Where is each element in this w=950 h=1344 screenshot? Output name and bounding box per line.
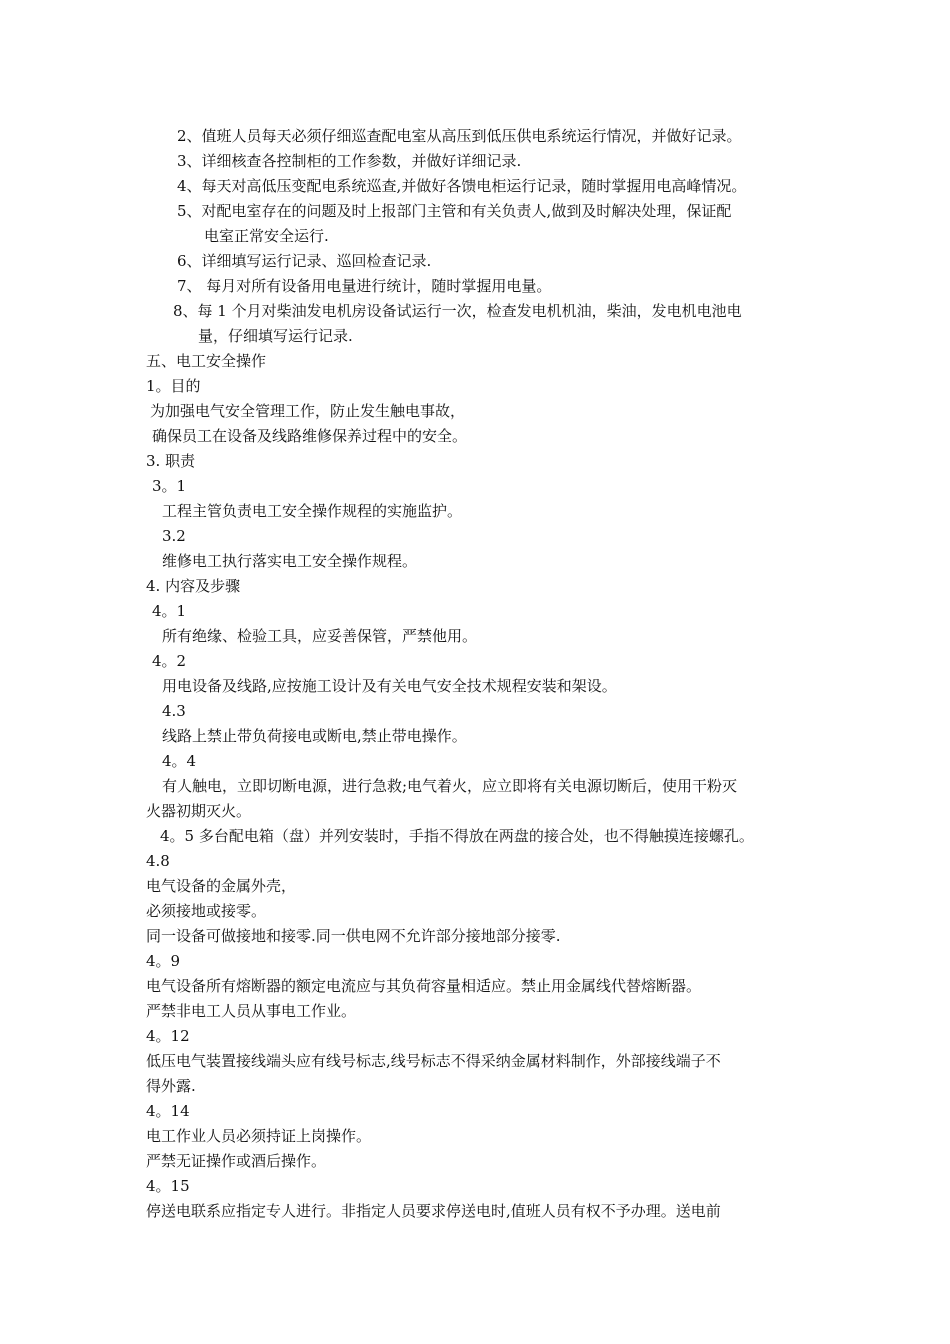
text-line: 工程主管负责电工安全操作规程的实施监护。: [162, 502, 463, 520]
text-line: 有人触电，立即切断电源，进行急救;电气着火，应立即将有关电源切断后，使用干粉灭: [162, 777, 738, 795]
text-line: 4。9: [146, 952, 181, 970]
text-line: 7、 每月对所有设备用电量进行统计，随时掌握用电量。: [177, 277, 552, 295]
text-line: 得外露.: [146, 1077, 196, 1095]
text-line: 4。14: [146, 1102, 190, 1120]
text-line: 2、值班人员每天必须仔细巡查配电室从高压到低压供电系统运行情况，并做好记录。: [177, 127, 742, 145]
text-line: 为加强电气安全管理工作，防止发生触电事故，: [150, 402, 466, 420]
text-line: 电工作业人员必须持证上岗操作。: [146, 1127, 372, 1145]
text-line: 量，仔细填写运行记录.: [198, 327, 353, 345]
text-line: 1。目的: [146, 377, 201, 395]
text-line: 5、对配电室存在的问题及时上报部门主管和有关负责人,做到及时解决处理，保证配: [177, 202, 732, 220]
text-line: 4。4: [162, 752, 197, 770]
text-line: 维修电工执行落实电工安全操作规程。: [162, 552, 418, 570]
text-line: 电室正常安全运行.: [204, 227, 329, 245]
text-line: 3、详细核查各控制柜的工作参数，并做好详细记录.: [177, 152, 522, 170]
text-line: 电气设备所有熔断器的额定电流应与其负荷容量相适应。禁止用金属线代替熔断器。: [146, 977, 702, 995]
text-line: 严禁无证操作或酒后操作。: [146, 1152, 327, 1170]
text-line: 4.8: [146, 852, 170, 870]
text-line: 4。5 多台配电箱（盘）并列安装时，手指不得放在两盘的接合处，也不得触摸连接螺孔。: [160, 827, 754, 845]
text-line: 所有绝缘、检验工具，应妥善保管，严禁他用。: [162, 627, 478, 645]
text-line: 4。1: [152, 602, 187, 620]
text-line: 线路上禁止带负荷接电或断电,禁止带电操作。: [162, 727, 467, 745]
text-line: 4。12: [146, 1027, 190, 1045]
text-line: 8、每 1 个月对柴油发电机房设备试运行一次，检查发电机机油，柴油，发电机电池电: [173, 302, 742, 320]
text-line: 用电设备及线路,应按施工设计及有关电气安全技术规程安装和架设。: [162, 677, 617, 695]
text-line: 6、详细填写运行记录、巡回检查记录.: [177, 252, 432, 270]
text-line: 3. 职责: [146, 452, 196, 470]
text-line: 严禁非电工人员从事电工作业。: [146, 1002, 357, 1020]
text-line: 必须接地或接零。: [146, 902, 267, 920]
text-line: 低压电气装置接线端头应有线号标志,线号标志不得采纳金属材料制作，外部接线端子不: [146, 1052, 721, 1070]
text-line: 停送电联系应指定专人进行。非指定人员要求停送电时,值班人员有权不予办理。送电前: [146, 1202, 721, 1220]
text-line: 4、每天对高低压变配电系统巡查,并做好各馈电柜运行记录，随时掌握用电高峰情况。: [177, 177, 747, 195]
text-line: 3。1: [152, 477, 187, 495]
section-heading: 五、电工安全操作: [146, 352, 267, 370]
text-line: 确保员工在设备及线路维修保养过程中的安全。: [152, 427, 468, 445]
text-line: 4.3: [162, 702, 186, 720]
text-line: 4。2: [152, 652, 187, 670]
text-line: 4. 内容及步骤: [146, 577, 241, 595]
text-line: 电气设备的金属外壳，: [146, 877, 297, 895]
text-line: 3.2: [162, 527, 186, 545]
text-line: 4。15: [146, 1177, 190, 1195]
text-line: 同一设备可做接地和接零.同一供电网不允许部分接地部分接零.: [146, 927, 561, 945]
text-line: 火器初期灭火。: [146, 802, 252, 820]
